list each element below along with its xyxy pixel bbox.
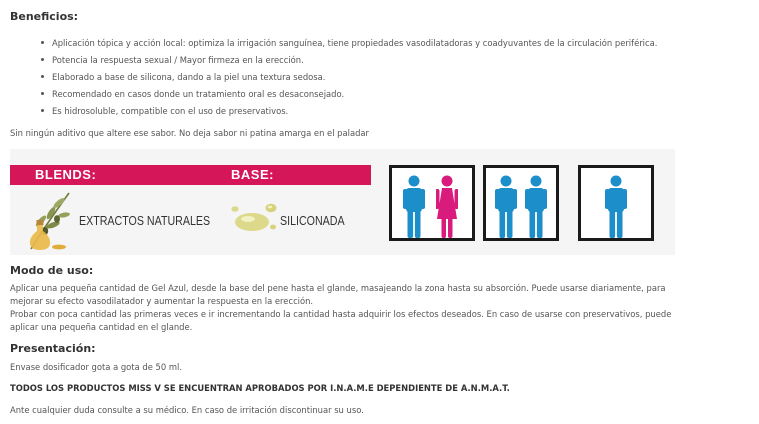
male-figure-icon xyxy=(525,175,547,239)
olive-oil-icon xyxy=(23,187,75,251)
base-value: SILICONADA xyxy=(280,213,345,228)
couple-male-female-icon xyxy=(389,165,475,241)
presentation-title: Presentación: xyxy=(10,342,96,355)
silicone-drops-icon xyxy=(228,200,280,236)
list-item: Aplicación tópica y acción local: optimiza la irrigación sanguínea, tiene propiedades vasodilatadoras y coadyuvantes de la circulación periférica. xyxy=(52,37,657,54)
flavor-note: Sin ningún aditivo que altere ese sabor. No deja sabor ni patina amarga en el paladar xyxy=(10,128,369,138)
approval-notice: TODOS LOS PRODUCTOS MISS V SE ENCUENTRAN APROBADOS POR I.N.A.M.E DEPENDIENTE DE A.N.M.A.T. xyxy=(10,383,510,393)
usage-text: mejorar su efecto vasodilatador y aumentar la respuesta en la erección. xyxy=(10,296,314,306)
list-item: Elaborado a base de silicona, dando a la piel una textura sedosa. xyxy=(52,71,657,88)
male-figure-icon xyxy=(605,175,627,239)
single-male-icon xyxy=(578,165,654,241)
list-item: Recomendado en casos donde un tratamiento oral es desaconsejado. xyxy=(52,88,657,105)
disclaimer-text: Ante cualquier duda consulte a su médico. En caso de irritación discontinuar su uso. xyxy=(10,405,364,415)
blend-value: EXTRACTOS NATURALES xyxy=(79,213,211,228)
base-label: BASE: xyxy=(231,167,274,182)
usage-title: Modo de uso: xyxy=(10,264,94,277)
ingredients-banner xyxy=(10,149,675,255)
male-figure-icon xyxy=(495,175,517,239)
male-figure-icon xyxy=(403,175,425,239)
list-item: Potencia la respuesta sexual / Mayor firmeza en la erección. xyxy=(52,54,657,71)
female-figure-icon xyxy=(436,175,458,239)
couple-male-male-icon xyxy=(483,165,559,241)
presentation-text: Envase dosificador gota a gota de 50 ml. xyxy=(10,362,182,372)
usage-text: Aplicar una pequeña cantidad de Gel Azul, desde la base del pene hasta el glande, masajeando la zona hasta su absorción. Puede usarse diariamente, para xyxy=(10,283,666,293)
blends-label: BLENDS: xyxy=(35,167,97,182)
benefits-title: Beneficios: xyxy=(10,10,79,23)
benefits-list xyxy=(52,37,657,122)
usage-text: aplicar una pequeña cantidad en el glande. xyxy=(10,322,193,332)
list-item: Es hidrosoluble, compatible con el uso de preservativos. xyxy=(52,105,657,122)
usage-text: Probar con poca cantidad las primeras veces e ir incrementando la cantidad hasta adquirir los efectos deseados. En caso de usarse con preservativos, puede xyxy=(10,309,672,319)
